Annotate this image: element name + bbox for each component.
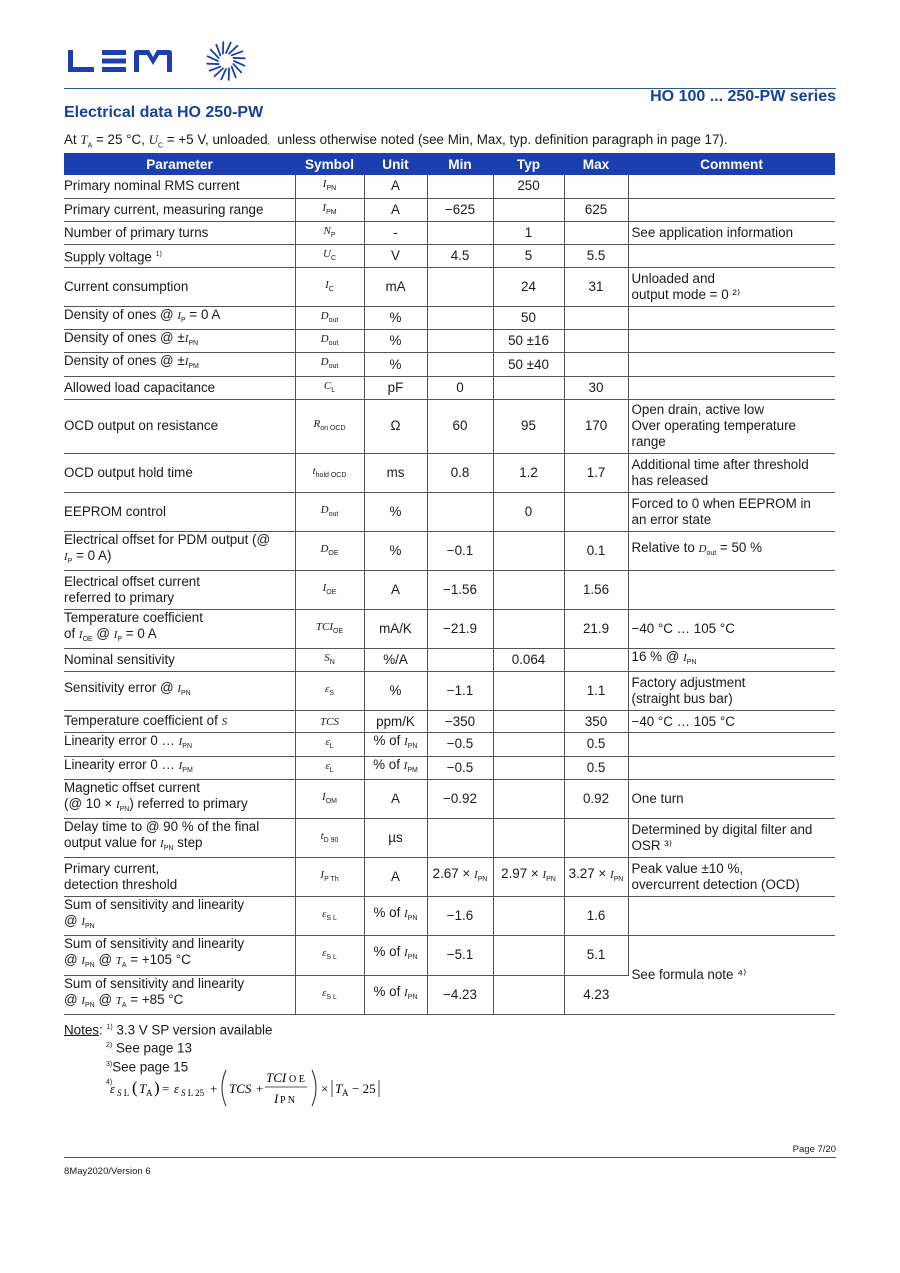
cell-unit: ms [364, 453, 427, 492]
notes: Notes: $^{1)}$ 3.3 V SP version available $^{2)}$ See page 13 $^{3)}$See page 15 $^{4)}$ [64, 1022, 273, 1087]
svg-text:T: T [139, 1081, 147, 1096]
cell-symbol: $I_{PM}$ [295, 198, 364, 221]
cell-comment [628, 571, 835, 610]
cell-parameter: Primary current, detection threshold [64, 858, 295, 897]
cell-typ: 0.064 [493, 649, 564, 672]
cell-max: 5.5 [564, 244, 628, 267]
cell-max [564, 649, 628, 672]
notes-label: Notes [64, 1022, 99, 1038]
table-row [64, 453, 835, 492]
series-title: HO 100 ... 250-PW series [650, 88, 836, 105]
cell-min [427, 353, 493, 376]
cell-unit: A [364, 858, 427, 897]
cell-max: 1.7 [564, 453, 628, 492]
cell-unit: %/A [364, 649, 427, 672]
cell-unit: Ω [364, 399, 427, 453]
header-min: Min [427, 153, 493, 175]
cell-parameter: Nominal sensitivity [64, 649, 295, 672]
table-row [64, 376, 835, 399]
table-row [64, 936, 835, 975]
table-row [64, 307, 835, 330]
cell-symbol: $D_{out}$ [295, 307, 364, 330]
header-unit: Unit [364, 153, 427, 175]
cell-parameter: Number of primary turns [64, 221, 295, 244]
cell-comment [628, 897, 835, 936]
cell-comment [628, 175, 835, 198]
cell-min: 4.5 [427, 244, 493, 267]
cell-comment: −40 °C … 105 °C [628, 711, 835, 733]
cell-symbol: $N_P$ [295, 221, 364, 244]
cell-parameter: Electrical offset for PDM output (@ $I_P = 0$ A) [64, 531, 295, 570]
cell-unit: A [364, 779, 427, 818]
cell-unit: % of $I_{PN}$ [364, 897, 427, 936]
note-2: See page 13 [115, 1040, 192, 1056]
cell-symbol: $\varepsilon_L$ [295, 756, 364, 779]
sunburst-ray [233, 64, 241, 72]
cell-symbol: $TCI_{OE}$ [295, 610, 364, 649]
cell-parameter: Linearity error 0 … $I_{PM}$ [64, 756, 295, 779]
sunburst-ray [221, 69, 226, 79]
cell-max: 0.92 [564, 779, 628, 818]
cell-typ [493, 756, 564, 779]
cell-min [427, 221, 493, 244]
cell-parameter: Sum of sensitivity and linearity @ $I_{PN}$ @ $T_A = +85$ °C [64, 975, 295, 1014]
cell-max: 625 [564, 198, 628, 221]
cell-min: −0.5 [427, 733, 493, 756]
cell-typ [493, 818, 564, 857]
svg-text:ε: ε [110, 1081, 116, 1096]
cell-parameter: Density of ones @ $\pm I_{PN}$ [64, 330, 295, 353]
cell-min: $2.67 \times I_{PN}$ [427, 858, 493, 897]
svg-text:S L 25: S L 25 [181, 1088, 205, 1098]
cell-typ [493, 672, 564, 711]
svg-text:O E: O E [289, 1074, 305, 1085]
cell-max: 21.9 [564, 610, 628, 649]
lem-logo [68, 40, 248, 89]
cell-comment: Additional time after threshold has released [628, 453, 835, 492]
cell-min: −5.1 [427, 936, 493, 975]
version-info: 8May2020/Version 6 [64, 1166, 151, 1177]
cell-symbol: $D_{out}$ [295, 353, 364, 376]
cell-typ [493, 531, 564, 570]
cell-symbol: $D_{out}$ [295, 492, 364, 531]
cell-comment: Relative to $D_{out} = 50$ % [628, 531, 835, 570]
cell-max [564, 221, 628, 244]
table-row [64, 221, 835, 244]
table-row [64, 531, 835, 570]
lem-logo-graphic [68, 40, 248, 84]
cell-typ: 50 [493, 307, 564, 330]
cell-max: 170 [564, 399, 628, 453]
cell-max [564, 307, 628, 330]
table-header-row [64, 153, 835, 175]
cell-symbol: $t_{D 90}$ [295, 818, 364, 857]
sunburst-ray [234, 61, 244, 66]
cell-unit: µs [364, 818, 427, 857]
cell-min [427, 649, 493, 672]
svg-text:T: T [335, 1081, 343, 1096]
cell-unit: % [364, 492, 427, 531]
cell-parameter: Allowed load capacitance [64, 376, 295, 399]
sunburst-icon [207, 42, 245, 80]
cell-max: 4.23 [564, 975, 628, 1014]
header-max: Max [564, 153, 628, 175]
cell-unit: mA [364, 268, 427, 307]
cell-parameter: Primary current, measuring range [64, 198, 295, 221]
cell-parameter: Primary nominal RMS current [64, 175, 295, 198]
cell-symbol: $D_{out}$ [295, 330, 364, 353]
cell-typ: 250 [493, 175, 564, 198]
cell-parameter: Temperature coefficient of $I_{OE}$ @ $I_P = 0$ A [64, 610, 295, 649]
cell-typ [493, 936, 564, 975]
cell-typ: 5 [493, 244, 564, 267]
cell-parameter: Sum of sensitivity and linearity @ $I_{PN}$ [64, 897, 295, 936]
cell-typ [493, 779, 564, 818]
cell-max: 0.5 [564, 756, 628, 779]
cell-typ [493, 711, 564, 733]
cell-comment [628, 307, 835, 330]
cell-unit: A [364, 198, 427, 221]
page-number: Page 7/20 [792, 1144, 836, 1155]
cell-unit: % [364, 330, 427, 353]
sunburst-ray [215, 68, 223, 76]
formula-note-4 [108, 1066, 388, 1115]
cell-comment [628, 733, 835, 756]
cell-parameter: Sensitivity error @ $I_{PN}$ [64, 672, 295, 711]
table-row [64, 492, 835, 531]
cell-comment: Forced to 0 when EEPROM in an error state [628, 492, 835, 531]
cell-max: 350 [564, 711, 628, 733]
cell-comment: Peak value ±10 %, overcurrent detection (OCD) [628, 858, 835, 897]
svg-text:− 25: − 25 [352, 1081, 376, 1096]
cell-comment: Open drain, active low Over operating temperature range [628, 399, 835, 453]
cell-max: 0.1 [564, 531, 628, 570]
table-row [64, 399, 835, 453]
cell-typ: 0 [493, 492, 564, 531]
cell-typ [493, 610, 564, 649]
cell-symbol: $\varepsilon_L$ [295, 733, 364, 756]
svg-text:S L: S L [117, 1088, 130, 1098]
header-symbol: Symbol [295, 153, 364, 175]
cell-unit: % [364, 353, 427, 376]
svg-text:(: ( [132, 1078, 138, 1097]
table-row [64, 198, 835, 221]
cell-symbol: $I_{PN}$ [295, 175, 364, 198]
cell-max [564, 818, 628, 857]
cell-typ: 24 [493, 268, 564, 307]
table-row [64, 733, 835, 756]
cell-comment: Determined by digital filter and OSR ³⁾ [628, 818, 835, 857]
cell-min: −4.23 [427, 975, 493, 1014]
cell-max [564, 330, 628, 353]
table-row [64, 711, 835, 733]
cell-symbol: $I_{OE}$ [295, 571, 364, 610]
sunburst-ray [229, 46, 237, 54]
table-row [64, 175, 835, 198]
table-row [64, 779, 835, 818]
cell-symbol: $S_N$ [295, 649, 364, 672]
cell-parameter: Density of ones @ $\pm I_{PM}$ [64, 353, 295, 376]
cell-parameter: Current consumption [64, 268, 295, 307]
cell-max: 1.56 [564, 571, 628, 610]
cell-parameter: Linearity error 0 … $I_{PN}$ [64, 733, 295, 756]
cell-unit: % [364, 307, 427, 330]
table-row [64, 353, 835, 376]
table-row [64, 244, 835, 267]
svg-text:×: × [321, 1081, 329, 1096]
table-row [64, 818, 835, 857]
formula-graphic [108, 1066, 388, 1110]
table-row [64, 268, 835, 307]
cell-min: 60 [427, 399, 493, 453]
cell-symbol: $R_{on OCD}$ [295, 399, 364, 453]
table-row [64, 571, 835, 610]
cell-min: −1.6 [427, 897, 493, 936]
cell-max: 5.1 [564, 936, 628, 975]
cell-comment: Unloaded and output mode = 0 ²⁾ [628, 268, 835, 307]
cell-min: 0.8 [427, 453, 493, 492]
cell-parameter: Magnetic offset current (@ $10 \times I_{PN}$) referred to primary [64, 779, 295, 818]
sunburst-ray [211, 50, 219, 58]
svg-text:A: A [342, 1088, 349, 1098]
cell-unit: ppm/K [364, 711, 427, 733]
cell-parameter: Electrical offset current referred to primary [64, 571, 295, 610]
cell-parameter: Delay time to @ 90 % of the final output value for $I_{PN}$ step [64, 818, 295, 857]
cell-comment [628, 330, 835, 353]
cell-comment: See application information [628, 221, 835, 244]
table-row [64, 610, 835, 649]
electrical-data-table [64, 153, 835, 1015]
cell-symbol: $C_L$ [295, 376, 364, 399]
sunburst-ray [232, 51, 243, 55]
cell-min: −625 [427, 198, 493, 221]
cell-max: 31 [564, 268, 628, 307]
cell-comment [628, 376, 835, 399]
cell-unit: A [364, 571, 427, 610]
cell-symbol: $D_{OE}$ [295, 531, 364, 570]
cell-parameter: Temperature coefficient of S [64, 711, 295, 733]
note-1: 3.3 V SP version available [116, 1022, 273, 1038]
cell-max: 30 [564, 376, 628, 399]
cell-max [564, 353, 628, 376]
cell-typ: $2.97 \times I_{PN}$ [493, 858, 564, 897]
cell-min [427, 492, 493, 531]
cell-parameter: OCD output on resistance [64, 399, 295, 453]
cell-unit: V [364, 244, 427, 267]
cell-max: 0.5 [564, 733, 628, 756]
footer-rule [64, 1157, 836, 1158]
svg-text:I: I [274, 1091, 279, 1106]
cell-min: −21.9 [427, 610, 493, 649]
table-row [64, 897, 835, 936]
cell-symbol: $U_C$ [295, 244, 364, 267]
cell-max [564, 492, 628, 531]
cell-comment [628, 198, 835, 221]
cell-min: −0.92 [427, 779, 493, 818]
svg-text:ε: ε [174, 1081, 180, 1096]
cell-typ [493, 897, 564, 936]
test-conditions: At $T_A = 25$ °C, $U_C = +5$ V, unloaded, unless otherwise noted (see Min, Max, typ. definition paragraph in page 17). [64, 132, 728, 150]
cell-parameter: EEPROM control [64, 492, 295, 531]
svg-text:=: = [162, 1081, 170, 1096]
sunburst-ray [226, 43, 231, 53]
cell-typ [493, 733, 564, 756]
svg-text:+: + [256, 1081, 264, 1096]
sunburst-ray [216, 45, 220, 56]
cell-typ [493, 975, 564, 1014]
header-comment: Comment [628, 153, 835, 175]
table-row [64, 672, 835, 711]
cell-symbol: TCS [295, 711, 364, 733]
cell-unit: % [364, 531, 427, 570]
cell-unit: - [364, 221, 427, 244]
cell-symbol: $I_C$ [295, 268, 364, 307]
cell-parameter: Density of ones @ $I_P = 0$ A [64, 307, 295, 330]
cell-symbol: $\varepsilon_{S L}$ [295, 936, 364, 975]
cell-unit: % of $I_{PM}$ [364, 756, 427, 779]
cell-min: −1.56 [427, 571, 493, 610]
cell-comment: Factory adjustment (straight bus bar) [628, 672, 835, 711]
svg-text:TCS: TCS [229, 1081, 252, 1096]
cell-max: 1.6 [564, 897, 628, 936]
cell-unit: % of $I_{PN}$ [364, 733, 427, 756]
table-row [64, 858, 835, 897]
cell-min: 0 [427, 376, 493, 399]
cell-min: −0.1 [427, 531, 493, 570]
cell-parameter: OCD output hold time [64, 453, 295, 492]
cell-comment: See formula note ⁴⁾ [628, 936, 835, 1014]
cell-min: −350 [427, 711, 493, 733]
cell-symbol: $\varepsilon_S$ [295, 672, 364, 711]
cell-parameter: Supply voltage $^{1)}$ [64, 244, 295, 267]
page-title: Electrical data HO 250-PW [64, 104, 264, 121]
cell-min [427, 175, 493, 198]
cell-max: $3.27 \times I_{PN}$ [564, 858, 628, 897]
header-parameter: Parameter [64, 153, 295, 175]
cell-min [427, 268, 493, 307]
cell-min: −0.5 [427, 756, 493, 779]
cell-typ [493, 198, 564, 221]
table-row [64, 649, 835, 672]
cell-min [427, 330, 493, 353]
svg-text:+: + [210, 1081, 218, 1096]
table-row [64, 756, 835, 779]
cell-typ: 1.2 [493, 453, 564, 492]
cell-max: 1.1 [564, 672, 628, 711]
cell-symbol: $\varepsilon_{S L}$ [295, 975, 364, 1014]
svg-text:P N: P N [280, 1095, 295, 1106]
sunburst-ray [232, 67, 236, 78]
cell-typ: 95 [493, 399, 564, 453]
cell-unit: mA/K [364, 610, 427, 649]
svg-text:): ) [154, 1078, 160, 1097]
cell-unit: pF [364, 376, 427, 399]
cell-min [427, 818, 493, 857]
svg-text:A: A [146, 1088, 153, 1098]
cell-unit: % of $I_{PN}$ [364, 936, 427, 975]
cell-typ [493, 571, 564, 610]
table-row [64, 330, 835, 353]
cell-symbol: $I_{P Th}$ [295, 858, 364, 897]
cell-typ: 50 ±40 [493, 353, 564, 376]
cell-comment: 16 % @ $I_{PN}$ [628, 649, 835, 672]
cell-unit: % [364, 672, 427, 711]
cell-unit: A [364, 175, 427, 198]
cell-min [427, 307, 493, 330]
cell-min: −1.1 [427, 672, 493, 711]
cell-comment [628, 756, 835, 779]
note-3: See page 15 [112, 1059, 189, 1075]
cell-typ: 50 ±16 [493, 330, 564, 353]
cell-comment: One turn [628, 779, 835, 818]
sunburst-ray [208, 56, 218, 61]
sunburst-ray [210, 67, 221, 71]
cell-comment [628, 244, 835, 267]
cell-typ [493, 376, 564, 399]
cell-comment: −40 °C … 105 °C [628, 610, 835, 649]
svg-text:TCI: TCI [266, 1070, 287, 1085]
cell-comment [628, 353, 835, 376]
cell-typ: 1 [493, 221, 564, 244]
header-typ: Typ [493, 153, 564, 175]
cell-symbol: $I_{OM}$ [295, 779, 364, 818]
cell-symbol: $\varepsilon_{S L}$ [295, 897, 364, 936]
cell-max [564, 175, 628, 198]
cell-parameter: Sum of sensitivity and linearity @ $I_{PN}$ @ $T_A = +105$ °C [64, 936, 295, 975]
cell-symbol: $t_{hold OCD}$ [295, 453, 364, 492]
cell-unit: % of $I_{PN}$ [364, 975, 427, 1014]
